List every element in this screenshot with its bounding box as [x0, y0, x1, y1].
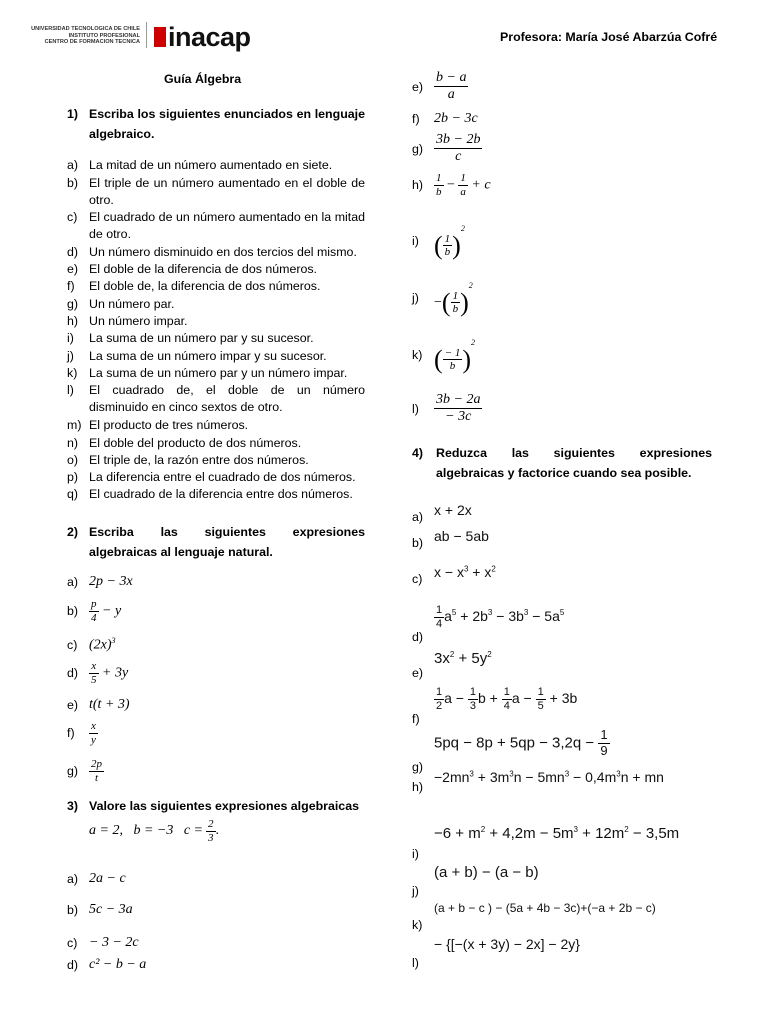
expression: 2a − c — [89, 871, 126, 886]
item-label: f) — [67, 279, 75, 293]
expression-item: i) $-6 + m^2 + 4,2m - 5m^3 + 12m^2 - 3,5m$ — [412, 805, 679, 861]
item-label: g) — [412, 141, 424, 156]
item-text: La suma de un número par y su sucesor. — [89, 331, 314, 345]
item-label: i) — [67, 331, 74, 345]
teacher-name: Profesora: María José Abarzúa Cofré — [500, 30, 718, 44]
denominator: b — [444, 246, 451, 259]
item-label: c) — [67, 637, 78, 652]
numerator: x — [89, 660, 99, 674]
expression-item: c) $x - x^3 + x^2$ — [412, 558, 496, 586]
expression: 2b − 3c — [434, 111, 478, 126]
item-label: d) — [67, 958, 79, 972]
expression-item — [67, 871, 126, 887]
expression: (2x) — [89, 637, 112, 653]
expression: x + 2x — [434, 502, 472, 518]
item-label: f) — [67, 726, 75, 741]
item-label: g) — [67, 297, 79, 311]
item-label: a) — [412, 510, 424, 524]
item-label: h) — [412, 780, 424, 794]
institution-line-2: INSTITUTO PROFESIONAL — [68, 32, 140, 39]
page-title: Guía Álgebra — [164, 72, 242, 86]
expression: + 3y — [102, 665, 129, 681]
expression-item: h) $\frac{1}{b}$ − $\frac{1}{a}$ + c — [412, 172, 491, 198]
exponent: 2 — [471, 338, 476, 347]
item-label: d) — [67, 666, 79, 681]
expression: 2p − 3x — [89, 574, 133, 589]
expression: + c — [471, 177, 491, 193]
expression: (a + b) − (a − b) — [434, 863, 539, 881]
expression-item — [412, 132, 482, 165]
list-item — [67, 382, 365, 416]
expression-item: j) −( $\frac{1}{b}$ )$^2$ — [412, 281, 473, 317]
item-label: m) — [67, 418, 82, 432]
expression-item — [412, 392, 482, 425]
expression-item — [67, 957, 146, 973]
expression-item — [67, 720, 98, 746]
item-label: j) — [412, 291, 419, 306]
item-label: j) — [412, 884, 419, 898]
section-3-heading — [67, 796, 365, 816]
denominator: b — [449, 360, 456, 373]
item-label: k) — [412, 918, 423, 932]
item-label: k) — [412, 348, 423, 363]
expression-item — [412, 70, 468, 103]
item-label: j) — [67, 349, 74, 363]
list-item — [67, 435, 365, 452]
section-4-number: 4) — [412, 446, 424, 460]
item-label: c) — [67, 210, 78, 224]
logo-text: inacap — [168, 22, 251, 52]
expression-item — [67, 758, 104, 784]
item-label: f) — [412, 112, 420, 126]
item-text: El doble del producto de dos números. — [89, 436, 302, 450]
exponent: 3 — [111, 636, 116, 645]
item-text: El triple de un número aumentado en el doble de otro. — [89, 176, 365, 207]
list-item — [67, 157, 365, 174]
item-label: i) — [412, 234, 419, 249]
item-text: El doble de, la diferencia de dos números. — [89, 279, 321, 293]
item-label: b) — [67, 903, 79, 917]
expression-item — [412, 111, 478, 127]
item-label: e) — [67, 698, 79, 712]
inacap-logo — [154, 24, 251, 50]
item-label: b) — [67, 604, 79, 619]
denominator: c — [455, 149, 462, 165]
numerator: − 1 — [444, 346, 461, 359]
section-2-number: 2) — [67, 525, 79, 539]
item-label: i) — [412, 847, 419, 861]
given-values: a = 2, b = −3 c = $\frac{2}{3}$ . — [89, 818, 220, 844]
logo-divider — [146, 22, 147, 48]
item-label: n) — [67, 436, 79, 450]
c-denominator: 3 — [208, 831, 214, 844]
list-item — [67, 278, 365, 295]
item-label: g) — [67, 764, 79, 779]
denominator: b — [452, 303, 459, 316]
section-1-number: 1) — [67, 107, 79, 121]
denominator: y — [91, 733, 96, 746]
list-item — [67, 417, 365, 434]
institution-line-1: UNIVERSIDAD TECNOLOGICA DE CHILE — [31, 26, 140, 32]
list-item — [67, 209, 365, 243]
values-text: a = 2, b = −3 c = — [89, 823, 204, 839]
item-text: La suma de un número par y un número impar. — [89, 366, 348, 380]
item-label: g) — [412, 760, 424, 774]
item-label: d) — [412, 630, 424, 644]
denominator: b — [436, 185, 442, 198]
item-text: El triple de, la razón entre dos números. — [89, 453, 309, 467]
expression-item — [67, 697, 130, 713]
expression-item — [67, 598, 121, 624]
expression: c² − b − a — [89, 957, 147, 972]
item-label: h) — [67, 314, 79, 328]
expression-item: g) 5pq − 8p + 5qp − 3,2q − $\frac{1}{9}$ — [412, 712, 610, 774]
expression: − 3 − 2c — [89, 935, 139, 950]
expression: − y — [102, 603, 122, 619]
expression-item: d) $\frac{1}{4}$ $a^5 + 2b^3 - 3b^3 - 5a^5$ — [412, 590, 564, 644]
c-numerator: 2 — [208, 818, 214, 830]
expression-item: k) ( $\frac{- 1}{b}$ )$^2$ — [412, 338, 476, 374]
numerator: x — [91, 720, 96, 732]
institution-block — [10, 26, 140, 46]
denominator: 5 — [91, 673, 97, 686]
denominator: a — [447, 87, 455, 103]
item-text: El cuadrado de, el doble de un número disminuido en cinco sextos de otro. — [89, 383, 365, 414]
item-label: b) — [412, 536, 424, 550]
item-text: La mitad de un número aumentado en siete. — [89, 158, 333, 172]
section-1-heading — [67, 104, 365, 144]
item-label: h) — [412, 178, 424, 193]
item-text: El cuadrado de un número aumentado en la mitad de otro. — [89, 210, 365, 241]
item-label: o) — [67, 453, 79, 467]
item-text: Un número par. — [89, 297, 175, 311]
expression-item — [67, 935, 139, 951]
denominator: t — [94, 771, 99, 784]
list-item — [67, 452, 365, 469]
item-text: Un número disminuido en dos tercios del mismo. — [89, 245, 357, 259]
expression-item — [412, 522, 489, 550]
item-label: e) — [412, 666, 424, 680]
item-label: l) — [412, 401, 419, 416]
exponent: 2 — [468, 281, 473, 290]
expression-item — [412, 496, 472, 524]
item-text: Un número impar. — [89, 314, 188, 328]
item-label: a) — [67, 158, 79, 172]
list-item — [67, 469, 365, 486]
expression-item: e) $3x^2 + 5y^2$ — [412, 636, 492, 680]
list-item — [67, 486, 365, 503]
expression: t(t + 3) — [89, 697, 130, 712]
expression-item: i) ( $\frac{1}{b}$ )$^2$ — [412, 224, 465, 260]
expression-item: h) $-2mn^3 + 3m^3n - 5mn^3 - 0,4m^3n$ + mn — [412, 760, 664, 794]
item-label: e) — [412, 79, 424, 94]
list-item — [67, 330, 365, 347]
item-label: a) — [67, 872, 79, 886]
numerator: 3b − 2a — [434, 392, 482, 409]
numerator: 1 — [444, 232, 451, 245]
list-item — [67, 296, 365, 313]
numerator: p — [91, 598, 97, 610]
denominator: a — [460, 185, 466, 198]
item-text: La suma de un número impar y su sucesor. — [89, 349, 327, 363]
section-2-text: Escriba las siguientes expresiones algebraicas al lenguaje natural. — [89, 525, 365, 559]
numerator: 1 — [452, 289, 459, 302]
list-item — [67, 348, 365, 365]
expression-item — [67, 902, 133, 918]
section-2-heading — [67, 522, 365, 562]
item-label: e) — [67, 262, 79, 276]
denominator: − 3c — [445, 409, 472, 425]
item-label: c) — [412, 572, 423, 586]
item-text: El doble de la diferencia de dos números. — [89, 262, 317, 276]
item-label: p) — [67, 470, 79, 484]
numerator: 2p — [91, 758, 102, 770]
list-item — [67, 313, 365, 330]
sign: − — [434, 295, 442, 310]
expression-item — [67, 660, 128, 686]
expression: (a + b − c ) − (5a + 4b − 3c)+(−a + 2b − c) — [434, 901, 656, 915]
expression: − {[−(x + 3y) − 2x] − 2y} — [434, 936, 580, 952]
expression: 5c − 3a — [89, 902, 133, 917]
item-text: La diferencia entre el cuadrado de dos números. — [89, 470, 356, 484]
expression-item — [67, 636, 116, 654]
expression-item — [412, 918, 580, 970]
expression-item: f) $\frac{1}{2}$ a − $\frac{1}{3}$ b + $\frac{1}{4}$ a − $\frac{1}{5}$ + 3b — [412, 672, 577, 726]
numerator: b − a — [434, 70, 468, 87]
section-3-text: Valore las siguientes expresiones algebraicas — [89, 799, 359, 813]
item-text: El producto de tres números. — [89, 418, 249, 432]
section-4-text: Reduzca las siguientes expresiones algebraicas y factorice cuando sea posible. — [436, 446, 712, 480]
section-4-heading — [412, 443, 712, 483]
numerator: 1 — [460, 172, 466, 184]
item-label: q) — [67, 487, 79, 501]
list-item — [67, 175, 365, 209]
expression: ab − 5ab — [434, 528, 489, 544]
expression-item — [67, 574, 133, 590]
item-text: El cuadrado de la diferencia entre dos números. — [89, 487, 353, 501]
institution-line-3: CENTRO DE FORMACION TECNICA — [44, 39, 140, 46]
numerator: 3b − 2b — [434, 132, 482, 149]
exponent: 2 — [460, 224, 465, 233]
item-label: l) — [412, 956, 419, 970]
section-1-text: Escriba los siguientes enunciados en lenguaje algebraico. — [89, 107, 365, 141]
item-label: c) — [67, 936, 78, 950]
list-item — [67, 261, 365, 278]
item-label: l) — [67, 383, 74, 397]
list-item — [67, 365, 365, 382]
denominator: 4 — [91, 611, 97, 624]
item-label: k) — [67, 366, 78, 380]
item-label: a) — [67, 575, 79, 589]
section-3-number: 3) — [67, 799, 79, 813]
numerator: 1 — [436, 172, 442, 184]
list-item — [67, 244, 365, 261]
item-label: f) — [412, 712, 420, 726]
item-label: b) — [67, 176, 79, 190]
item-label: d) — [67, 245, 79, 259]
logo-mark-icon — [154, 27, 166, 47]
